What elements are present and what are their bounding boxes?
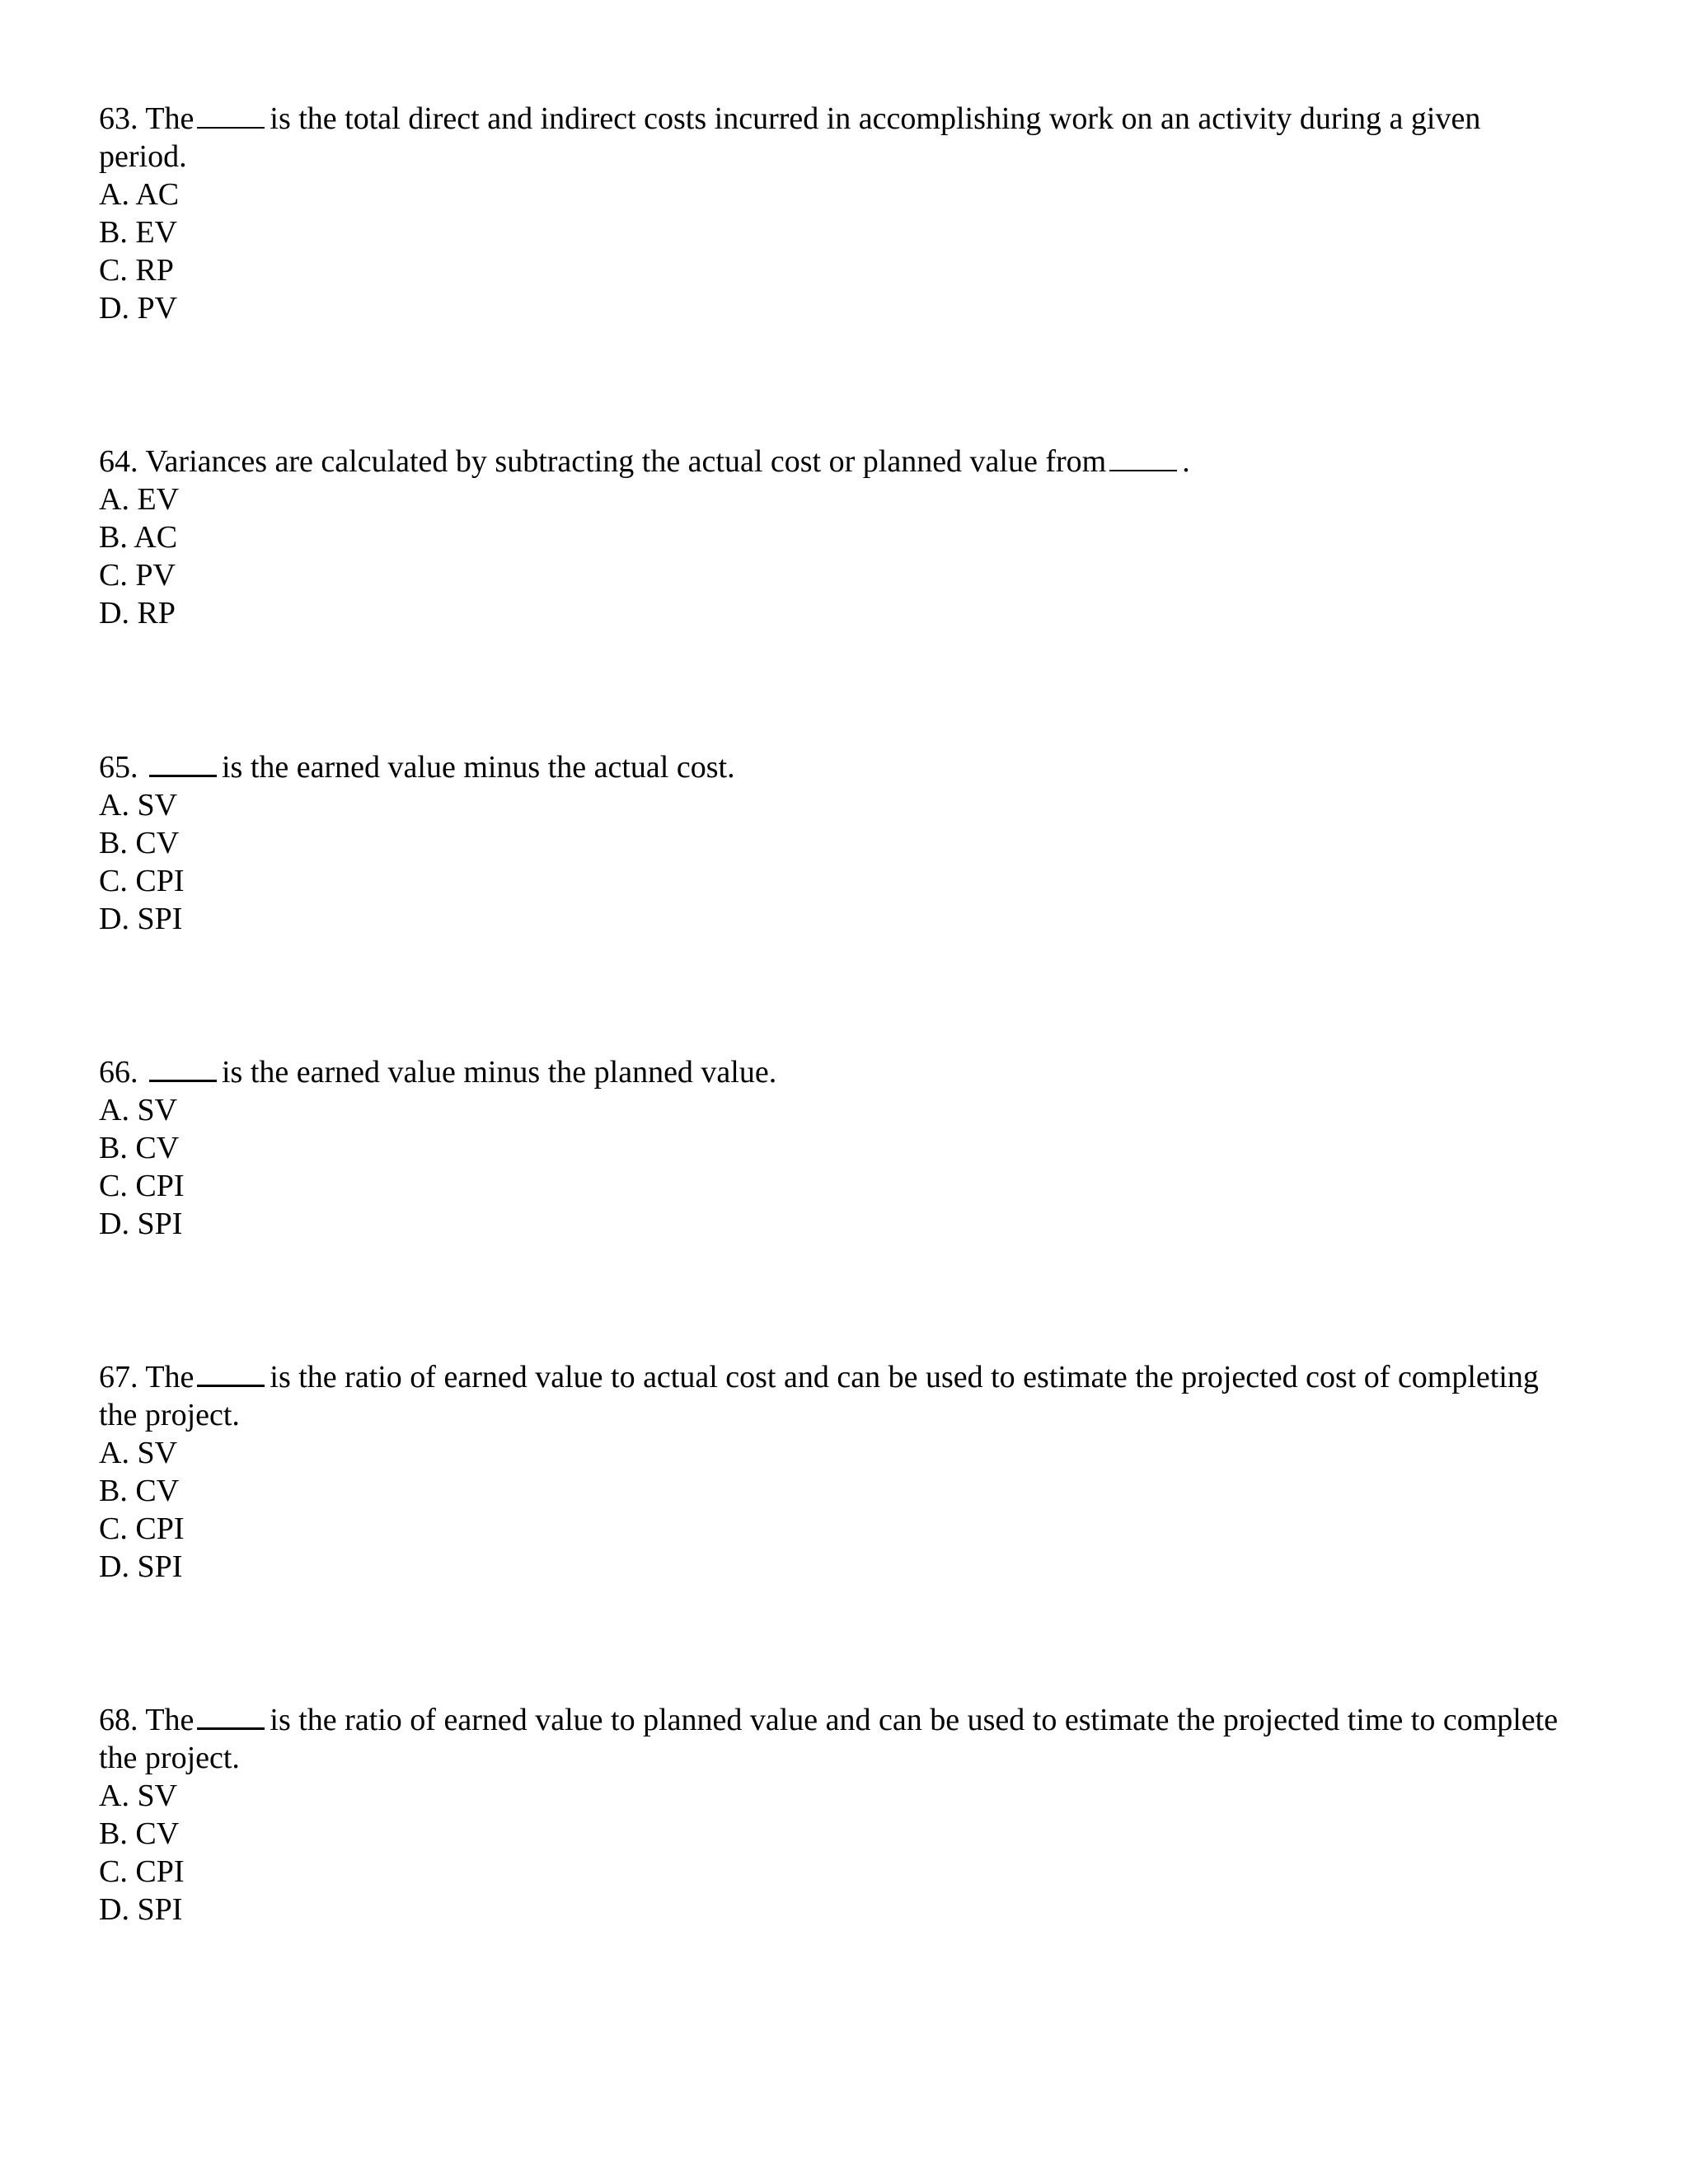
option-c: C. CPI	[99, 864, 185, 898]
option-list	[99, 1434, 1574, 1586]
option-b: B. AC	[99, 520, 178, 555]
option-a: A. SV	[99, 1779, 178, 1813]
question-number: 66.	[99, 1055, 138, 1090]
option-b: B. CV	[99, 1474, 180, 1508]
option-a: A. SV	[99, 1436, 178, 1470]
question-stem	[99, 1699, 1574, 1777]
option-b: B. EV	[99, 215, 177, 250]
stem-before-blank: The	[145, 1360, 195, 1394]
stem-after-blank: is the ratio of earned value to planned value and can be used to estimate the projected time to complete the project.	[99, 1703, 1559, 1775]
question-number: 65.	[99, 750, 138, 785]
question-65	[99, 747, 1574, 938]
question-63	[99, 99, 1574, 327]
question-number: 63.	[99, 101, 138, 136]
option-b: B. CV	[99, 826, 180, 860]
answer-blank	[197, 1357, 265, 1387]
answer-blank	[197, 99, 265, 129]
stem-after-blank: .	[1182, 444, 1190, 479]
option-a: A. SV	[99, 1093, 178, 1127]
answer-blank	[149, 747, 217, 777]
question-64	[99, 442, 1574, 632]
option-a: A. AC	[99, 177, 180, 212]
option-d: D. RP	[99, 596, 176, 630]
option-c: C. RP	[99, 253, 174, 288]
option-c: C. PV	[99, 558, 176, 593]
option-c: C. CPI	[99, 1511, 185, 1546]
option-list	[99, 786, 1574, 938]
question-number: 67.	[99, 1360, 138, 1394]
question-stem	[99, 442, 1574, 480]
option-d: D. SPI	[99, 1207, 183, 1241]
option-c: C. CPI	[99, 1854, 185, 1889]
stem-after-blank: is the earned value minus the actual cost.	[222, 750, 735, 785]
stem-after-blank: is the earned value minus the planned value.	[222, 1055, 777, 1090]
answer-blank	[1109, 442, 1177, 471]
option-d: D. SPI	[99, 1892, 183, 1927]
option-a: A. SV	[99, 788, 178, 823]
question-stem	[99, 1357, 1574, 1434]
stem-after-blank: is the ratio of earned value to actual cost and can be used to estimate the projected cost of completing the project.	[99, 1360, 1539, 1432]
question-stem	[99, 1052, 1574, 1091]
option-list	[99, 1091, 1574, 1243]
option-d: D. SPI	[99, 902, 183, 936]
option-a: A. EV	[99, 482, 180, 517]
stem-before-blank: Variances are calculated by subtracting the actual cost or planned value from	[145, 444, 1107, 479]
question-stem	[99, 747, 1574, 786]
answer-blank	[149, 1052, 217, 1082]
option-list	[99, 1777, 1574, 1929]
question-66	[99, 1052, 1574, 1243]
question-67	[99, 1357, 1574, 1586]
question-number: 64.	[99, 444, 138, 479]
stem-before-blank: The	[145, 101, 195, 136]
stem-before-blank: The	[145, 1703, 195, 1737]
answer-blank	[197, 1699, 265, 1730]
option-d: D. SPI	[99, 1549, 183, 1584]
stem-after-blank: is the total direct and indirect costs incurred in accomplishing work on an activity during a given period.	[99, 101, 1481, 174]
question-stem	[99, 99, 1574, 176]
option-b: B. CV	[99, 1131, 180, 1165]
option-c: C. CPI	[99, 1169, 185, 1203]
question-number: 68.	[99, 1703, 138, 1737]
question-68	[99, 1699, 1574, 1929]
option-list	[99, 480, 1574, 632]
option-list	[99, 176, 1574, 327]
option-d: D. PV	[99, 291, 178, 326]
option-b: B. CV	[99, 1816, 180, 1851]
